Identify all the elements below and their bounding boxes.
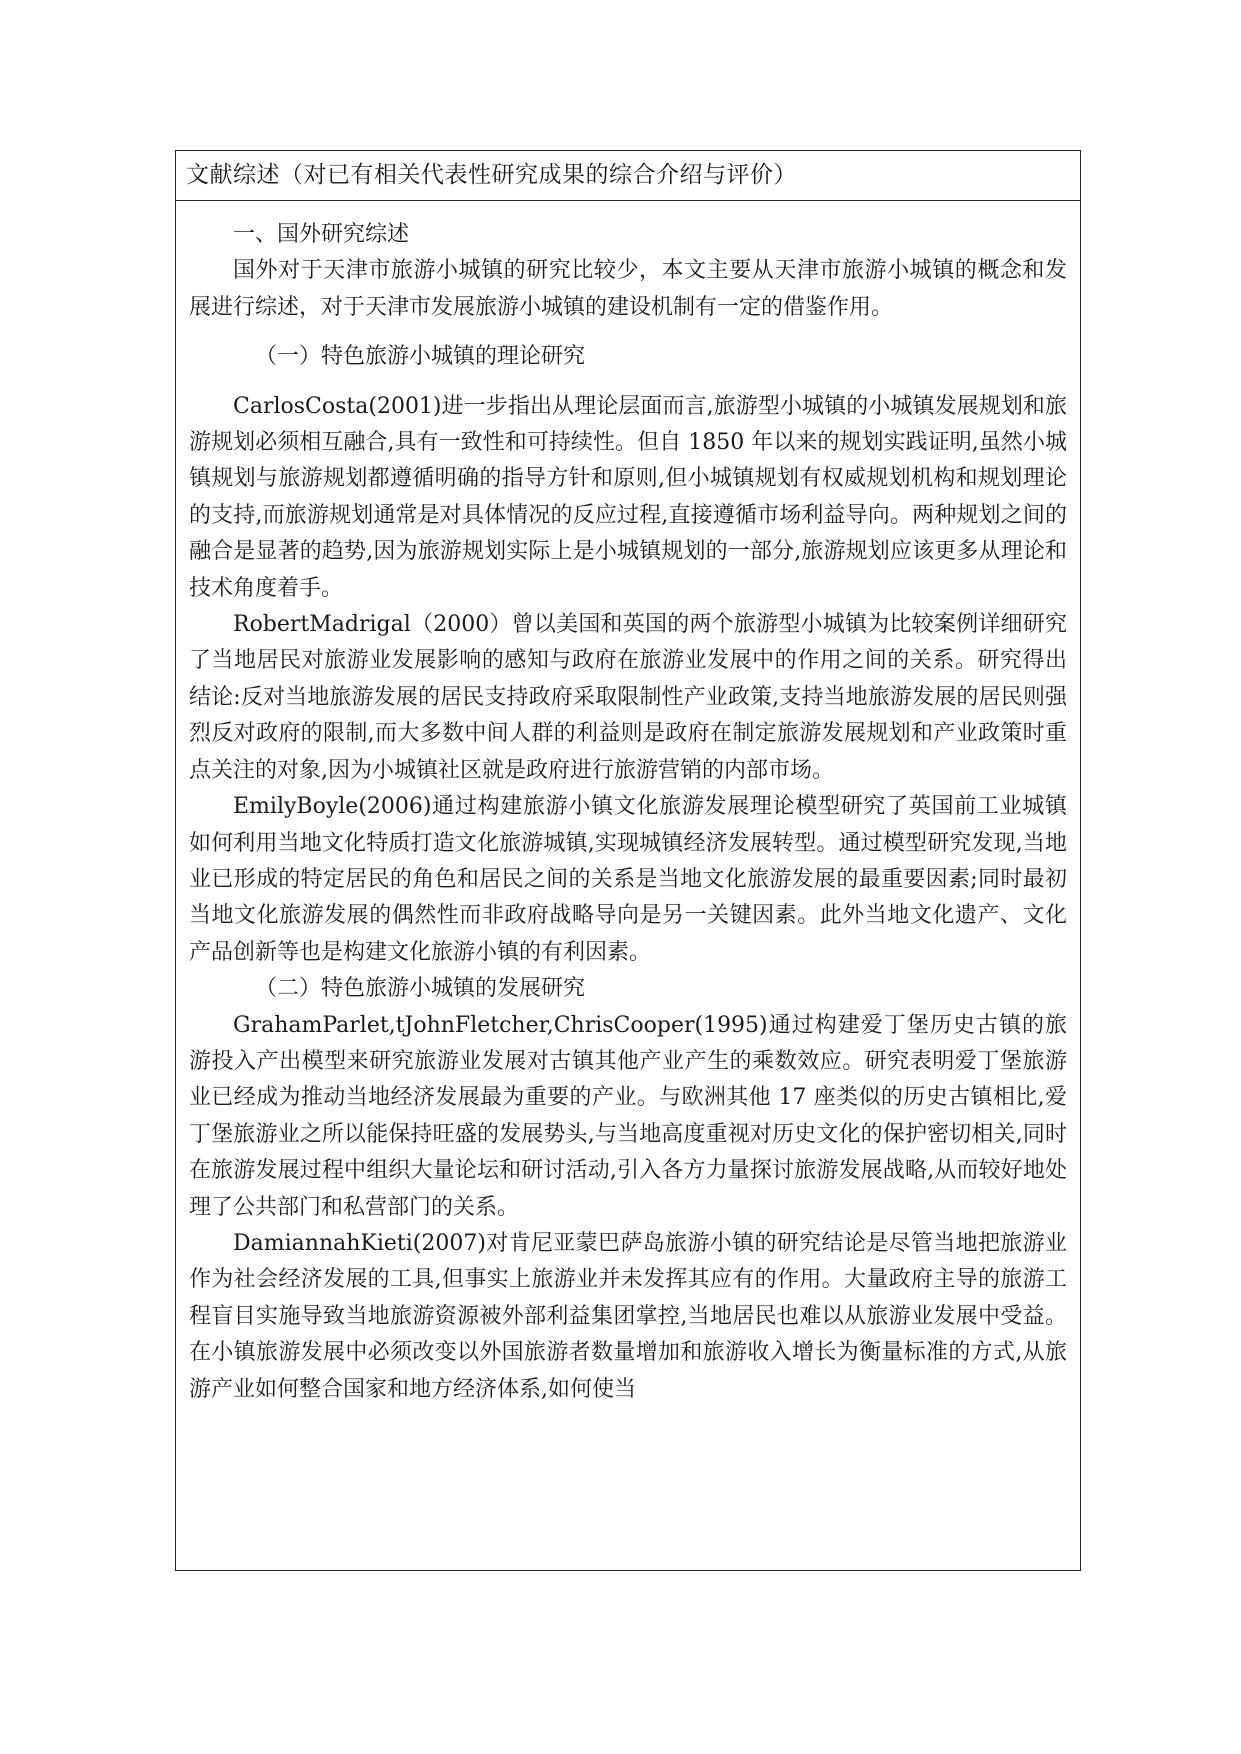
literature-review-table: [175, 150, 1081, 1571]
subsection-title-development: （二）特色旅游小城镇的发展研究: [255, 976, 586, 1002]
section-title-foreign: 一、国外研究综述: [233, 222, 410, 247]
paragraph-madrigal: RobertMadrigal（2000）曾以美国和英国的两个旅游型小城镇为比较案例详细研究了当地居民对旅游业发展影响的感知与政府在旅游业发展中的作用之间的关系。研究得出结论:反对当地旅游发展的居民支持政府采取限制性产业政策,支持当地旅游发展的居民则强烈反对政府的限制,而大多数中间人群的利益则是政府在制定旅游发展规划和产业政策时重点关注的对象,因为小城镇社区就是政府进行旅游营销的内部市场。: [189, 612, 1067, 783]
paragraph-kieti: DamiannahKieti(2007)对肯尼亚蒙巴萨岛旅游小镇的研究结论是尽管当地把旅游业作为社会经济发展的工具,但事实上旅游业并未发挥其应有的作用。大量政府主导的旅游工程盲目实施导致当地旅游资源被外部利益集团掌控,当地居民也难以从旅游业发展中受益。在小镇旅游发展中必须改变以外国旅游者数量增加和旅游收入增长为衡量标准的方式,从旅游产业如何整合国家和地方经济体系,如何使当: [189, 1230, 1067, 1402]
paragraph-parlett: GrahamParlet,tJohnFletcher,ChrisCooper(1995)通过构建爱丁堡历史古镇的旅游投入产出模型来研究旅游业发展对古镇其他产业产生的乘数效应。研究表明爱丁堡旅游业已经成为推动当地经济发展最为重要的产业。与欧洲其他 17 座类似的历史古镇相比,爱丁堡旅游业之所以能保持旺盛的发展势头,与当地高度重视对历史文化的保护密切相关,同时在旅游发展过程中组织大量论坛和研讨活动,引入各方力量探讨旅游发展战略,从而较好地处理了公共部门和私营部门的关系。: [189, 1012, 1067, 1220]
paragraph-intro: 国外对于天津市旅游小城镇的研究比较少，本文主要从天津市旅游小城镇的概念和发展进行综述，对于天津市发展旅游小城镇的建设机制有一定的借鉴作用。: [189, 258, 1067, 320]
subsection-title-theory: （一）特色旅游小城镇的理论研究: [255, 344, 586, 370]
table-header-label: 文献综述（对已有相关代表性研究成果的综合介绍与评价）: [176, 151, 1080, 201]
paragraph-costa: CarlosCosta(2001)进一步指出从理论层面而言,旅游型小城镇的小城镇发展规划和旅游规划必须相互融合,具有一致性和可持续性。但自 1850 年以来的规划实践证明,虽然小城镇规划与旅游规划都遵循明确的指导方针和原则,但小城镇规划有权威规划机构和规划理论的支持,而旅游规划通常是对具体情况的反应过程,直接遵循市场利益导向。两种规划之间的融合是显著的趋势,因为旅游规划实际上是小城镇规划的一部分,旅游规划应该更多从理论和技术角度着手。: [189, 393, 1067, 601]
review-content: [176, 201, 1080, 1408]
paragraph-boyle: EmilyBoyle(2006)通过构建旅游小镇文化旅游发展理论模型研究了英国前工业城镇如何利用当地文化特质打造文化旅游城镇,实现城镇经济发展转型。通过模型研究发现,当地业已形成的特定居民的角色和居民之间的关系是当地文化旅游发展的最重要因素;同时最初当地文化旅游发展的偶然性而非政府战略导向是另一关键因素。此外当地文化遗产、文化产品创新等也是构建文化旅游小镇的有利因素。: [189, 794, 1067, 965]
